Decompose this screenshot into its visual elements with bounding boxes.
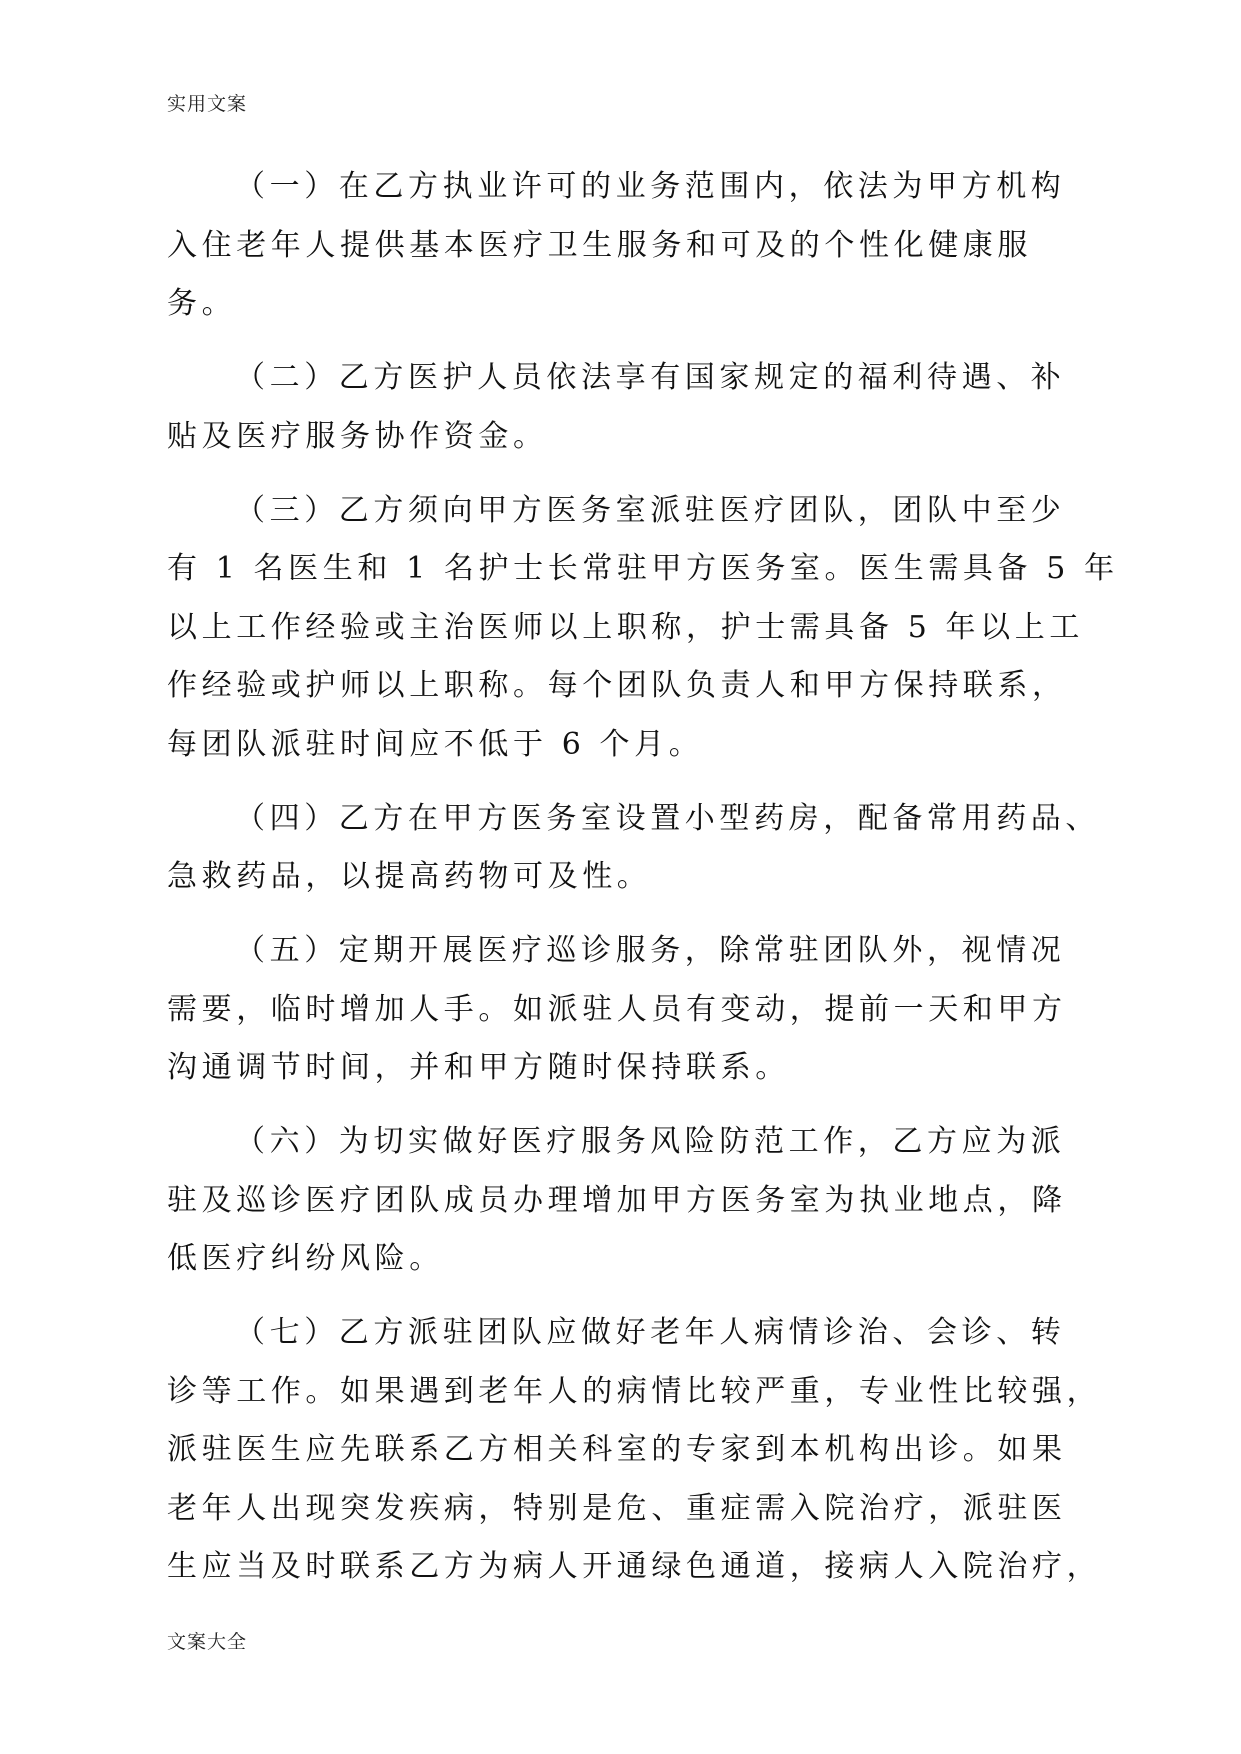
document-body	[167, 158, 1119, 1612]
page-footer: 文案大全	[167, 1631, 248, 1653]
paragraph-2	[167, 349, 1077, 466]
paragraph-line: 急救药品，以提高药物可及性。	[167, 859, 652, 894]
paragraph-line: 入住老年人提供基本医疗卫生服务和可及的个性化健康服	[167, 227, 1032, 263]
paragraph-5	[167, 922, 1077, 1098]
paragraph-6	[167, 1113, 1077, 1289]
paragraph-line: 有 1 名医生和 1 名护士长常驻甲方医务室。医生需具备 5 年	[167, 551, 1119, 586]
paragraph-4	[167, 790, 1100, 907]
paragraph-7	[167, 1304, 1102, 1597]
paragraph-line: （二）乙方医护人员依法享有国家规定的福利待遇、补	[235, 360, 1066, 395]
paragraph-line: （五）定期开展医疗巡诊服务，除常驻团队外，视情况	[235, 933, 1066, 968]
paragraph-3	[167, 482, 1119, 775]
paragraph-line: 贴及医疗服务协作资金。	[167, 418, 548, 454]
paragraph-line: 派驻医生应先联系乙方相关科室的专家到本机构出诊。如果	[167, 1432, 1067, 1467]
paragraph-line: （六）为切实做好医疗服务风险防范工作，乙方应为派	[235, 1124, 1066, 1159]
page-header: 实用文案	[167, 93, 248, 115]
paragraph-line: （一）在乙方执业许可的业务范围内，依法为甲方机构	[235, 169, 1066, 204]
paragraph-line: （七）乙方派驻团队应做好老年人病情诊治、会诊、转	[235, 1315, 1066, 1350]
paragraph-line: 诊等工作。如果遇到老年人的病情比较严重，专业性比较强，	[167, 1373, 1102, 1409]
paragraph-line: 作经验或护师以上职称。每个团队负责人和甲方保持联系，	[167, 668, 1067, 703]
paragraph-line: （四）乙方在甲方医务室设置小型药房，配备常用药品、	[235, 800, 1100, 836]
paragraph-line: 沟通调节时间，并和甲方随时保持联系。	[167, 1050, 790, 1085]
paragraph-line: （三）乙方须向甲方医务室派驻医疗团队，团队中至少	[235, 492, 1066, 528]
paragraph-1	[167, 158, 1077, 334]
paragraph-line: 每团队派驻时间应不低于 6 个月。	[167, 726, 704, 762]
paragraph-line: 需要，临时增加人手。如派驻人员有变动，提前一天和甲方	[167, 991, 1067, 1027]
paragraph-line: 务。	[167, 286, 237, 321]
paragraph-line: 驻及巡诊医疗团队成员办理增加甲方医务室为执业地点，降	[167, 1182, 1067, 1218]
paragraph-line: 以上工作经验或主治医师以上职称，护士需具备 5 年以上工	[167, 609, 1084, 645]
paragraph-line: 生应当及时联系乙方为病人开通绿色通道，接病人入院治疗，	[167, 1549, 1102, 1584]
paragraph-line: 老年人出现突发疾病，特别是危、重症需入院治疗，派驻医	[167, 1490, 1067, 1526]
paragraph-line: 低医疗纠纷风险。	[167, 1241, 444, 1276]
